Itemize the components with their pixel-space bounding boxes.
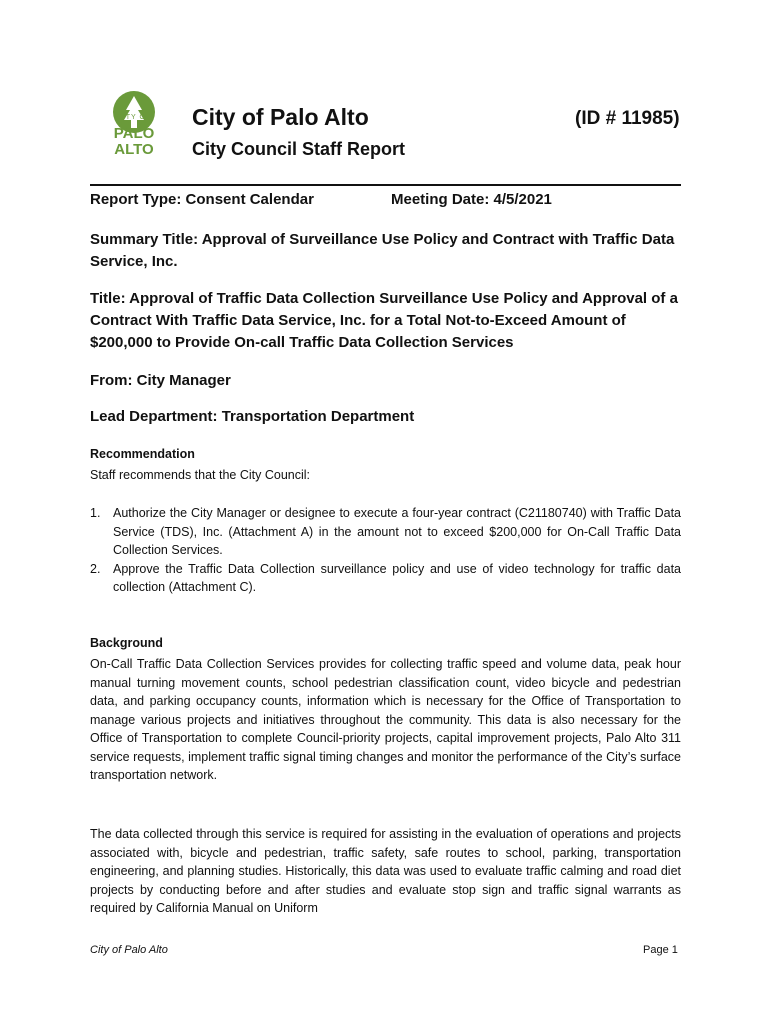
list-item <box>90 504 681 560</box>
logo-palo: PALO <box>113 125 155 142</box>
report-subtitle: City Council Staff Report <box>192 139 406 159</box>
logo-alto: ALTO <box>114 141 154 158</box>
footer-org: City of Palo Alto <box>90 944 168 956</box>
recommendation-list <box>90 504 681 597</box>
document-id: (ID # 11985) <box>575 108 680 129</box>
recommendation-heading: Recommendation <box>90 447 195 461</box>
list-item-text: Approve the Traffic Data Collection surveillance policy and use of video technology for traffic data collection (Attachment C). <box>113 561 681 594</box>
meeting-date: Meeting Date: 4/5/2021 <box>391 191 552 208</box>
background-paragraph-2: The data collected through this service is required for assisting in the evaluation of operations and projects associated with, bicycle and pedestrian, traffic safety, safe routes to school, parking, transportation engineering, and planning studies. Historically, this data was used to evaluate traffic calming and road diet projects by conducting before and after studies and evaluate stop sign and traffic signal warrants as required by California Manual on Uniform <box>90 827 681 915</box>
background-paragraph-1: On-Call Traffic Data Collection Services provides for collecting traffic speed and volume data, peak hour manual turning movement counts, school pedestrian classification count, video bicycle and pedestrian data, and parking occupancy counts, information which is necessary for the Office of Transportation to manage various projects and initiatives throughout the community. This data is also necessary for the Office of Transportation to complete Council-priority projects, capital improvement projects, Palo Alto 311 service requests, implement traffic signal timing changes and monitor the performance of the City’s surface transportation network. <box>90 657 681 782</box>
summary-title: Summary Title: Approval of Surveillance Use Policy and Contract with Traffic Data Service, Inc. <box>90 231 675 270</box>
logo-city-of: CITY OF <box>116 114 152 121</box>
list-item-text: Authorize the City Manager or designee to execute a four-year contract (C21180740) with Traffic Data Service (TDS), Inc. (Attachment A) in the amount not to exceed $200,000 for On-Call Traffic Data Collection Services. <box>113 506 681 557</box>
lead-department: Lead Department: Transportation Department <box>90 408 415 425</box>
list-item-number: 2. <box>90 561 101 576</box>
report-title: Title: Approval of Traffic Data Collection Surveillance Use Policy and Approval of a Contract With Traffic Data Service, Inc. for a Total Not-to-Exceed Amount of $200,000 to Provide On-call Traffic Data Collection Services <box>90 290 678 351</box>
background-heading: Background <box>90 636 163 650</box>
recommendation-intro: Staff recommends that the City Council: <box>90 468 311 482</box>
org-name: City of Palo Alto <box>192 104 369 130</box>
header-divider <box>90 184 681 186</box>
from-line: From: City Manager <box>90 372 231 389</box>
page-number: Page 1 <box>643 944 678 956</box>
list-item <box>90 560 681 597</box>
list-item-number: 1. <box>90 506 101 520</box>
report-type: Report Type: Consent Calendar <box>90 191 314 208</box>
